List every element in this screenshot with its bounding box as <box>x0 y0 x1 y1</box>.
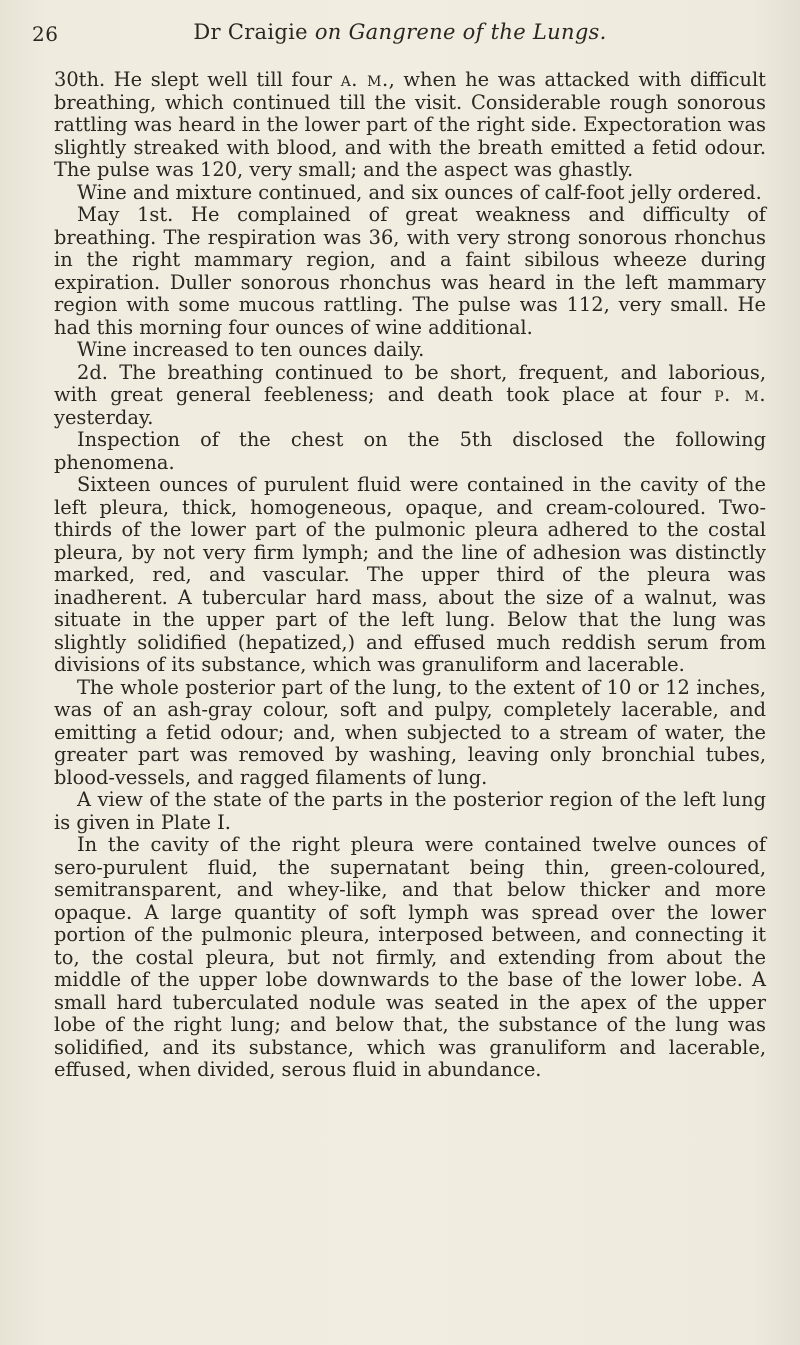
page-number: 26 <box>32 22 59 46</box>
paragraph-30th: 30th. He slept well till four a. m., when he was attacked with difficult breathing, which continued till the visit. Considerable rough sonorous rattling was heard in the lower part of the right side. Expectoration was slightly streaked with blood, and with the breath emitted a fetid odour. The pulse was 120, very small; and the aspect was ghastly. <box>54 68 766 181</box>
running-title-author: Dr Craigie <box>193 20 308 44</box>
paragraph-posterior-lung: The whole posterior part of the lung, to the extent of 10 or 12 inches, was of an ash-gray colour, soft and pulpy, completely lacerable, and emitting a fetid odour; and, when subjected to a stream of water, the greater part was removed by washing, leaving only bronchial tubes, blood-vessels, and ragged filaments of lung. <box>54 675 766 789</box>
paragraph-left-pleura: Sixteen ounces of purulent fluid were contained in the cavity of the left pleura, thick, homogeneous, opaque, and cream-coloured. Two-thirds of the lower part of the pulmonic pleura adhered to the costal pleura, by not very firm lymph; and the line of adhesion was distinctly marked, red, and vascular. The upper third of the pleura was inadherent. A tubercular hard mass, about the size of a walnut, was situate in the upper part of the left lung. Below that the lung was slightly solidified (hepatized,) and effused much reddish serum from divisions of its substance, which was granuliform and lacerable. <box>54 473 766 676</box>
paragraph-2d: 2d. The breathing continued to be short, frequent, and laborious, with great general feebleness; and death took place at four p. m. yesterday. <box>54 360 766 429</box>
paragraph-may-1st: May 1st. He complained of great weakness and difficulty of breathing. The respiration was 36, with very strong sonorous rhonchus in the right mammary region, and a faint sibilous wheeze during expiration. Duller sonorous rhonchus was heard in the left mammary region with some mucous rattling. The pulse was 112, very small. He had this morning four ounces of wine additional. <box>54 203 766 339</box>
running-title-subject: Gangrene of the Lungs. <box>348 20 607 44</box>
paragraph-wine-continued: Wine and mixture continued, and six ounces of calf-foot jelly ordered. <box>77 180 762 204</box>
running-title-connector: on <box>314 20 342 44</box>
paragraph-right-pleura: In the cavity of the right pleura were contained twelve ounces of sero-purulent fluid, the supernatant being thin, green-coloured, semitransparent, and whey-like, and that below thicker and more opaque. A large quantity of soft lymph was spread over the lower portion of the pulmonic pleura, interposed between, and connecting it to, the costal pleura, but not firmly, and extending from about the middle of the upper lobe downwards to the base of the lower lobe. A small hard tuberculated nodule was seated in the apex of the upper lobe of the right lung; and below that, the substance of the lung was solidified, and its substance, which was granuliform and lacerable, effused, when divided, serous fluid in abundance. <box>54 833 766 1081</box>
body-text <box>54 69 766 1082</box>
paragraph-inspection: Inspection of the chest on the 5th disclosed the following phenomena. <box>54 428 766 474</box>
paragraph-wine-increased: Wine increased to ten ounces daily. <box>77 338 425 361</box>
running-title <box>32 20 768 44</box>
paragraph-plate-reference: A view of the state of the parts in the posterior region of the left lung is given in Plate I. <box>54 788 766 834</box>
page-header <box>32 18 768 50</box>
